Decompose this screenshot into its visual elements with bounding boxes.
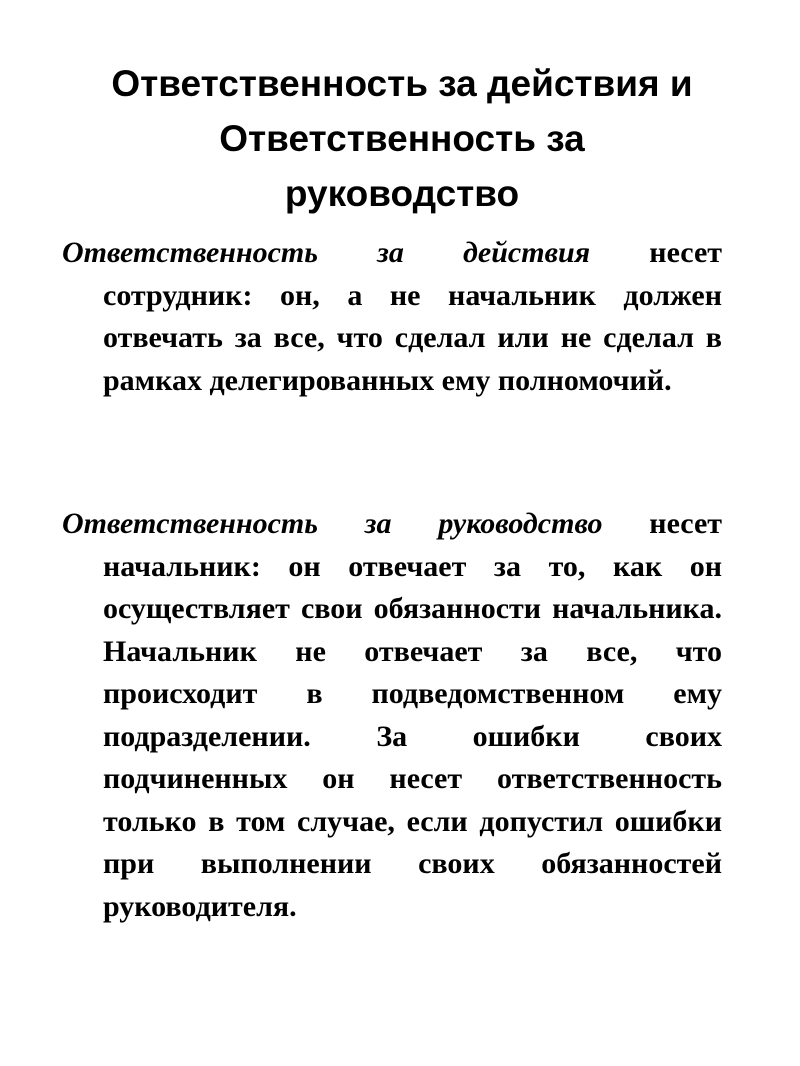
slide-title-line: Ответственность за действия и: [111, 63, 693, 104]
paragraph-management-responsibility: [62, 503, 722, 928]
paragraph-term: Ответственность за руководство: [62, 507, 603, 540]
slide-title-line: Ответственность за: [219, 118, 585, 159]
paragraph-term: Ответственность за действия: [62, 236, 591, 269]
slide-title-line: руководство: [284, 173, 520, 214]
paragraph-text: несет сотрудник: он, а не начальник должен отвечать за все, что сделал или не сделал в рамках делегированных ему полномочий.: [103, 236, 723, 397]
paragraph-action-responsibility: [62, 232, 722, 402]
paragraph-text: несет начальник: он отвечает за то, как он осуществляет свои обязанности начальника. Начальник не отвечает за все, что происходит в подведомственном ему подразделении. За ошибки своих подчиненных он несет ответственность только в том случае, если допустил ошибки при выполнении своих обязанностей руководителя.: [103, 507, 722, 923]
slide-title: [40, 56, 764, 221]
